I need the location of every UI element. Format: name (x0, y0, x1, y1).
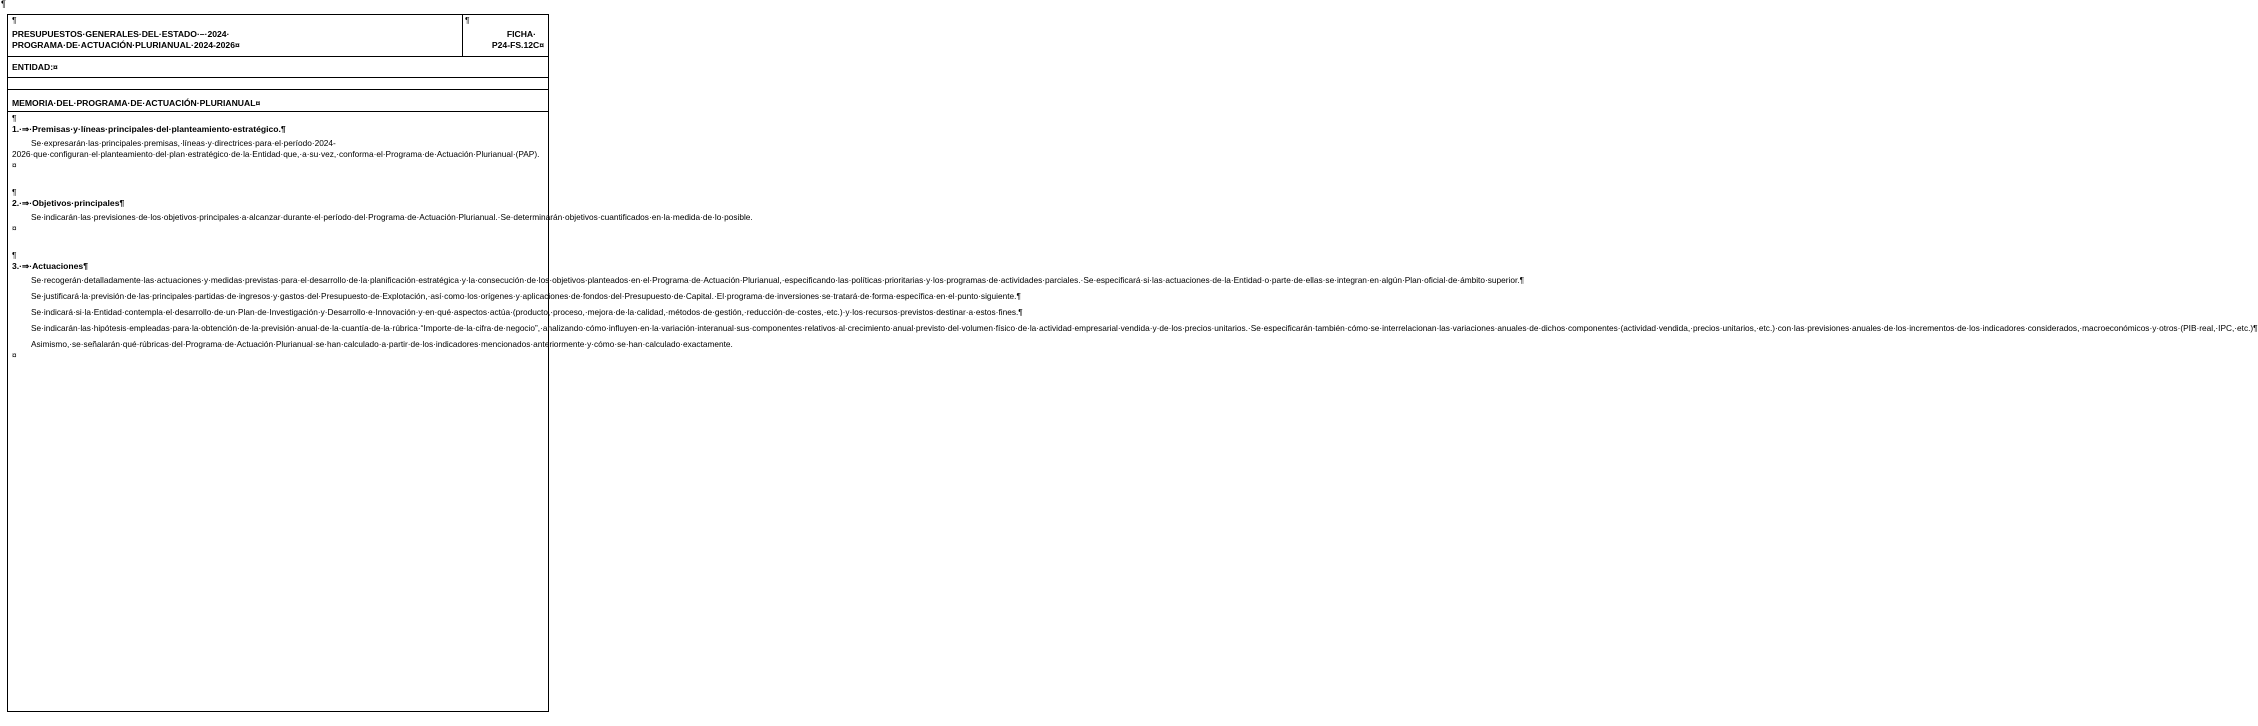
ficha-code: P24-FS.12C¤ (491, 40, 544, 50)
section3-pilcrow: ¶ (12, 250, 17, 260)
document-form-frame (7, 14, 2258, 712)
section1-pilcrow: ¶ (12, 113, 17, 123)
header-row (8, 15, 548, 57)
section3-paragraph-3: Se·indicará·si·la·Entidad·contempla·el·desarrollo·de·un·Plan·de·Investigación·y·Desarrollo·e·Innovación·y·en·qué·aspectos·actúa·(producto,·proceso,·mejora·de·la·calidad,·métodos·de·gestión,·reducción·de·costes,·etc.)·y·los·recursos·previstos·destinar·a·estos·fines.¶ (31, 307, 1023, 317)
section2-pilcrow: ¶ (12, 187, 17, 197)
section1-heading: 1.·⇒·Premisas·y·líneas·principales·del·planteamiento·estratégico.¶ (12, 124, 286, 134)
section3-paragraph-4: Se·indicarán·las·hipótesis·empleadas·para·la·obtención·de·la·previsión·anual·de·la·cuantía·de·la·rúbrica·“Importe·de·la·cifra·de·negocio”,·analizando·cómo·influyen·en·la·variación·interanual·sus·componentes·relativos·al·crecimiento·anual·previsto·del·volumen·físico·de·la·actividad·empresarial·vendida·y·de·los·precios·unitarios.·Se·especificarán·también·cómo·se·interrelacionan·las·variaciones·anuales·de·dichos·componentes·(actividad·vendida,·precios·unitarios,·etc.)·con·las·previsiones·anuales·de·los·incrementos·de·los·indicadores·considerados,·macroeconómicos·y·otros·(PIB·real,·IPC,·etc.)¶ (31, 323, 2258, 333)
section3-paragraph-1: Se·recogerán·detalladamente·las·actuaciones·y·medidas·previstas·para·el·desarrollo·de·la·planificación·estratégica·y·la·consecución·de·los·objetivos·planteados·en·el·Programa·de·Actuación·Plurianual,·especificando·las·políticas·prioritarias·y·los·programas·de·actividades·parciales.·Se·especificará·si·las·actuaciones·de·la·Entidad·o·parte·de·ellas·se·integran·en·algún·Plan·oficial·de·ámbito·superior.¶ (31, 275, 1525, 285)
header-pilcrow: ¶ (12, 15, 17, 25)
section3-paragraph-2: Se·justificará·la·previsión·de·las·principales·partidas·de·ingresos·y·gastos·del·Presupuesto·de·Explotación,·así·como·los·orígenes·y·aplicaciones·de·fondos·del·Presupuesto·de·Capital.·El·programa·de·inversiones·se·tratará·de·forma·específica·en·el·punto·siguiente.¶ (31, 291, 1021, 301)
section2-paragraph: Se·indicarán·las·previsiones·de·los·objetivos·principales·a·alcanzar·durante·el·período·del·Programa·de·Actuación·Plurianual.·Se·determinarán·objetivos·cuantificados·en·la·medida·de·lo·posible.¤ (12, 212, 753, 233)
memoria-title: MEMORIA·DEL·PROGRAMA·DE·ACTUACIÓN·PLURIANUAL¤ (12, 98, 261, 108)
entidad-label: ENTIDAD:¤ (12, 62, 58, 72)
memoria-content[interactable] (8, 113, 2258, 361)
corner-pilcrow: ¶ (1, 0, 6, 9)
header-title-cell[interactable] (8, 15, 462, 56)
section1-paragraph: Se·expresarán·las·principales·premisas,·líneas·y·directrices·para·el·período·2024-2026·que·configuran·el·planteamiento·del·plan·estratégico·de·la·Entidad·que,·a·su·vez,·conforma·el·Programa·de·Actuación·Plurianual·(PAP).¤ (12, 138, 540, 170)
header-title-line2: PROGRAMA·DE·ACTUACIÓN·PLURIANUAL·2024-2026¤ (12, 40, 240, 50)
section3-paragraph-5: Asimismo,·se·señalarán·qué·rúbricas·del·Programa·de·Actuación·Plurianual·se·han·calculado·a·partir·de·los·indicadores·mencionados·anteriormente·y·cómo·se·han·calculado·exactamente.¤ (12, 339, 733, 360)
entidad-row[interactable] (8, 57, 548, 78)
separator-row (8, 78, 548, 90)
ficha-pilcrow: ¶ (465, 15, 470, 25)
section3-heading: 3.·⇒·Actuaciones¶ (12, 261, 88, 271)
section2-heading: 2.·⇒·Objetivos·principales¶ (12, 198, 125, 208)
memoria-row[interactable] (8, 90, 548, 112)
ficha-label: FICHA· (506, 29, 536, 39)
header-title-line1: PRESUPUESTOS·GENERALES·DEL·ESTADO·–·2024· (12, 29, 230, 39)
ficha-cell[interactable] (462, 15, 548, 56)
